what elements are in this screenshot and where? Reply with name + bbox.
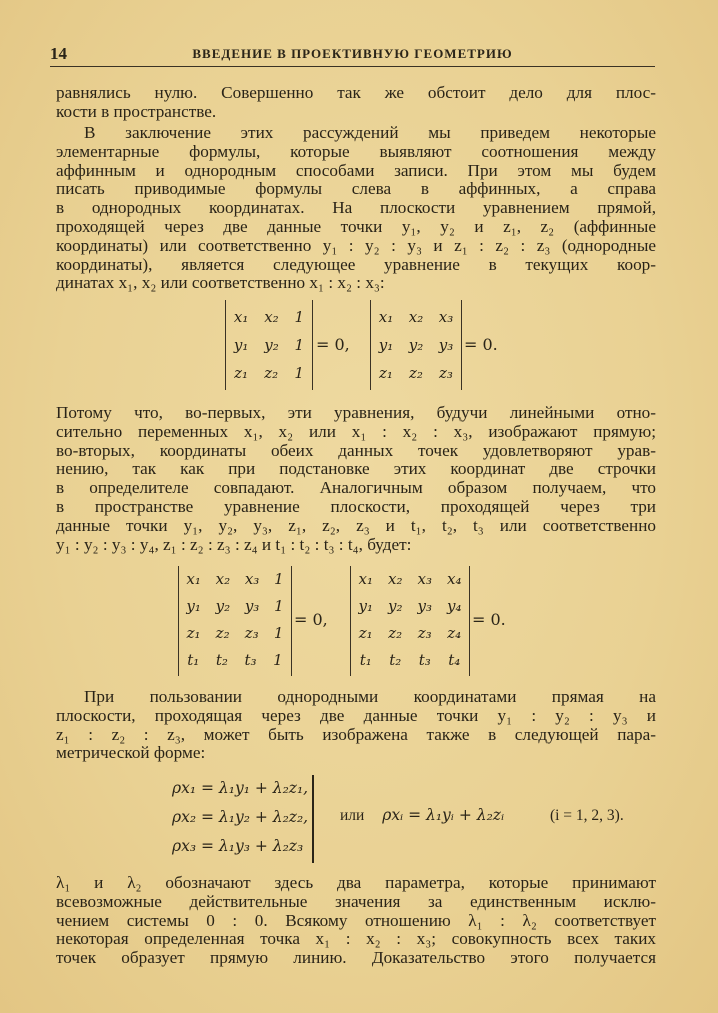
matrix-row <box>179 651 291 669</box>
text-line: чением системы 0 : 0. Всякому отношению λ₁ : λ₂ соответствует <box>56 910 656 930</box>
text-line: элементарные формулы, которые выявляют соотношения между <box>56 141 656 161</box>
text-line: нению, так как при подстановке этих координат две строчки <box>56 459 656 479</box>
paragraph-4 <box>56 688 656 763</box>
index-range: (i = 1, 2, 3). <box>549 807 624 824</box>
equation-line: ρx₂ = λ₁y₂ + λ₂z₂, <box>172 808 309 826</box>
matrix-cell: y₄ <box>447 597 462 615</box>
matrix-row <box>371 308 461 326</box>
text-line: писать приводимые формулы слева в аффинных, а справа <box>56 179 656 199</box>
matrix-cell: t₁ <box>187 651 200 669</box>
matrix-cell: t₃ <box>418 651 431 669</box>
matrix-cell: x₃ <box>438 308 454 326</box>
equals-zero: = 0, <box>316 335 350 354</box>
matrix-cell: y₂ <box>215 597 231 615</box>
paragraph-3 <box>56 404 656 554</box>
matrix-cell: x₁ <box>186 570 201 588</box>
matrix-row <box>371 364 461 382</box>
matrix-row <box>226 308 312 326</box>
matrix-cell: z₂ <box>388 624 403 642</box>
matrix-cell: z₃ <box>417 624 432 642</box>
text-line: равнялись нулю. Совершенно так же обстоит дело для плос- <box>56 83 656 102</box>
text-line: данные точки y₁, y₂, y₃, z₁, z₂, z₃ и t₁, t₂, t₃ или соответственно <box>56 515 656 535</box>
matrix-cell: z₁ <box>379 364 393 382</box>
matrix-row <box>179 597 291 615</box>
matrix-row <box>226 364 312 382</box>
equation-line: ρx₃ = λ₁y₃ + λ₂z₃ <box>172 837 304 855</box>
matrix-row <box>351 624 469 642</box>
matrix-cell: z₂ <box>215 624 230 642</box>
matrix-cell: z₂ <box>409 364 423 382</box>
text-line: метрической форме: <box>56 743 206 763</box>
matrix-cell: z₂ <box>264 364 279 382</box>
text-line: y₁ : y₂ : y₃ : y₄, z₁ : z₂ : z₃ : z₄ и t₁ : t₂ : t₃ : t₄, будет: <box>56 534 412 554</box>
equals-zero: = 0. <box>472 610 506 629</box>
matrix-cell: x₁ <box>358 570 373 588</box>
text-line: в определителе совпадают. Аналогичным образом получаем, что <box>56 478 656 498</box>
matrix-row <box>179 570 291 588</box>
matrix-cell: z₃ <box>439 364 453 382</box>
page-number: 14 <box>50 44 67 63</box>
paragraph-1 <box>56 84 656 122</box>
matrix-cell: t₂ <box>389 651 402 669</box>
matrix-cell: y₁ <box>233 336 249 354</box>
paragraph-5 <box>56 874 656 968</box>
matrix-cell: y₁ <box>186 597 201 615</box>
text-line: плоскости, проходящая через две данные точки y₁ : y₂ : y₃ и <box>56 705 656 725</box>
matrix-cell: x₁ <box>233 308 249 326</box>
matrix-cell: y₂ <box>388 597 403 615</box>
matrix-cell: t₂ <box>215 651 228 669</box>
determinant-space-homogeneous <box>350 566 470 676</box>
matrix-cell: x₂ <box>215 570 231 588</box>
determinant-space-affine <box>178 566 292 676</box>
compact-formula: ρxᵢ = λ₁yᵢ + λ₂zᵢ <box>382 806 505 824</box>
text-line: всевозможные действительные значения за единственным исклю- <box>56 891 656 911</box>
text-line: в однородных координатах. На плоскости уравнением прямой, <box>56 198 656 218</box>
matrix-cell: z₁ <box>358 624 373 642</box>
matrix-row <box>351 597 469 615</box>
matrix-cell: x₄ <box>447 570 462 588</box>
matrix-cell: x₂ <box>408 308 424 326</box>
matrix-cell: 1 <box>273 624 284 642</box>
determinant-plane-affine <box>225 300 313 390</box>
text-line: λ₁ и λ₂ обозначают здесь два параметра, которые принимают <box>56 873 656 892</box>
parametric-equations <box>172 775 314 863</box>
matrix-cell: y₃ <box>438 336 454 354</box>
text-line: координаты), является следующее уравнение в текущих коор- <box>56 254 656 274</box>
matrix-cell: y₃ <box>417 597 432 615</box>
matrix-cell: t₄ <box>448 651 461 669</box>
matrix-row <box>351 570 469 588</box>
running-title: ВВЕДЕНИЕ В ПРОЕКТИВНУЮ ГЕОМЕТРИЮ <box>192 46 513 61</box>
matrix-cell: 1 <box>294 308 305 326</box>
equation-line: ρx₁ = λ₁y₁ + λ₂z₁, <box>172 779 309 797</box>
text-line: В заключение этих рассуждений мы приведем некоторые <box>84 123 656 142</box>
matrix-cell: 1 <box>294 364 304 382</box>
matrix-cell: z₁ <box>186 624 201 642</box>
text-line: аффинным и однородным способами записи. При этом мы будем <box>56 160 656 180</box>
or-label: или <box>340 807 365 824</box>
matrix-row <box>226 336 312 354</box>
text-line: некоторая определенная точка x₁ : x₂ : x₃; совокупность всех таких <box>56 929 656 949</box>
text-line: Потому что, во-первых, эти уравнения, будучи линейными отно- <box>56 403 656 422</box>
text-line: динатах x₁, x₂ или соответственно x₁ : x₂ : x₃: <box>56 273 385 293</box>
text-line: в пространстве уравнение плоскости, проходящей через три <box>56 496 656 516</box>
matrix-cell: 1 <box>294 336 305 354</box>
matrix-cell: x₁ <box>378 308 394 326</box>
matrix-cell: t₁ <box>359 651 372 669</box>
matrix-cell: z₄ <box>447 624 462 642</box>
matrix-cell: y₁ <box>358 597 373 615</box>
compact-equation <box>340 806 624 825</box>
matrix-cell: 1 <box>274 597 284 615</box>
determinant-plane-homogeneous <box>370 300 462 390</box>
matrix-cell: y₃ <box>244 597 260 615</box>
matrix-cell: 1 <box>273 651 283 669</box>
page-header <box>50 44 655 67</box>
matrix-cell: t₃ <box>244 651 257 669</box>
matrix-cell: y₂ <box>264 336 279 354</box>
text-line: точек образует прямую линию. Доказательство этого получается <box>56 948 656 968</box>
matrix-cell: y₂ <box>408 336 424 354</box>
equals-zero: = 0, <box>294 610 328 629</box>
text-line: координаты) или соответственно y₁ : y₂ : y₃ и z₁ : z₂ : z₃ (однородные <box>56 235 656 255</box>
equals-zero: = 0. <box>464 335 498 354</box>
text-line: z₁ : z₂ : z₃, может быть изображена также в следующей пара- <box>56 724 656 744</box>
matrix-cell: x₃ <box>244 570 260 588</box>
text-line: сительно переменных x₁, x₂ или x₁ : x₂ : x₃, изображают прямую; <box>56 421 656 441</box>
paragraph-2 <box>56 124 656 293</box>
matrix-cell: z₁ <box>234 364 249 382</box>
matrix-row <box>351 651 469 669</box>
text-line: При пользовании однородными координатами прямая на <box>84 687 656 706</box>
matrix-cell: x₃ <box>417 570 432 588</box>
matrix-cell: y₁ <box>378 336 394 354</box>
text-line: проходящей через две данные точки y₁, y₂ и z₁, z₂ (аффинные <box>56 216 656 236</box>
text-line: во-вторых, координаты обеих данных точек удовлетворяют урав- <box>56 440 656 460</box>
matrix-cell: x₂ <box>388 570 403 588</box>
matrix-row <box>371 336 461 354</box>
matrix-cell: 1 <box>274 570 284 588</box>
matrix-row <box>179 624 291 642</box>
text-line: кости в пространстве. <box>56 101 217 121</box>
matrix-cell: x₂ <box>264 308 279 326</box>
matrix-cell: z₃ <box>244 624 259 642</box>
